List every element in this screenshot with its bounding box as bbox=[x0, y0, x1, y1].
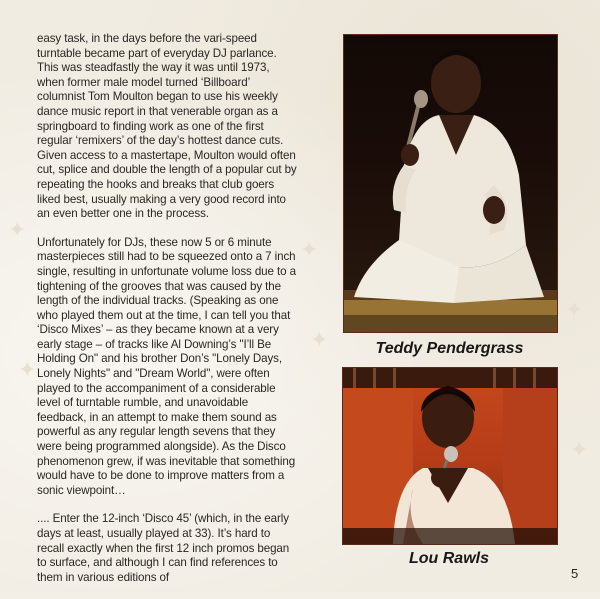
lou-rawls-photo bbox=[342, 367, 558, 545]
singer-figure-illustration bbox=[343, 368, 557, 544]
paragraph-1: easy task, in the days before the vari-speed turntable became part of everyday DJ parlance. This was steadfastly the way it was until 1973, when former male model turned ‘Billboard’ columnist Tom Moulton began to use his weekly dance music report in that venerable organ as a springboard to finding work as one of the first regular ‘remixers’ of the day’s hottest dance cuts. Given access to a mastertape, Moulton would often cut, splice and double the length of a popular cut by repeating the hooks and breaks that club goers liked best, usually making a very good record into an even better one in the process. bbox=[37, 32, 297, 221]
paragraph-3: .... Enter the 12-inch ‘Disco 45’ (which, in the early days at least, usually played at 33). It’s hard to recall exactly when the first 12 inch promos began to surface, and although I can find references to them in various editions of bbox=[37, 512, 290, 584]
star-ornament: ✦ bbox=[8, 218, 27, 243]
article-body bbox=[37, 32, 299, 599]
star-ornament: ✦ bbox=[570, 438, 589, 463]
star-ornament: ✦ bbox=[310, 328, 329, 353]
teddy-pendergrass-photo bbox=[343, 34, 558, 333]
singer-figure-illustration bbox=[344, 35, 557, 332]
teddy-pendergrass-caption: Teddy Pendergrass bbox=[375, 340, 524, 357]
page-number: 5 bbox=[571, 566, 579, 581]
star-ornament: ✦ bbox=[565, 298, 584, 323]
lou-rawls-caption: Lou Rawls bbox=[408, 550, 489, 567]
paragraph-2: Unfortunately for DJs, these now 5 or 6 minute masterpieces still had to be squeezed onto a 7 inch single, resulting in unfortunate volume loss due to a tightening of the grooves that was caused by the length of the individual tracks. (Speaking as one who played them out at the time, I can tell you that ‘Disco Mixes’ – as they became known at a very early stage – of tracks like Al Downing’s "I’ll Be Holding On" and his brother Don’s "Lonely Days, Lonely Nights" and "Dream World", were often played to the accompaniment of a considerable level of turntable rumble, and unavoidable feedback, in an attempt to make them sound as powerful as any regular length sevens that they were being programmed alongside). As the Disco phenomenon grew, if was inevitable that something would have to be done to improve matters from a sonic viewpoint… bbox=[37, 235, 296, 497]
star-ornament: ✦ bbox=[18, 358, 37, 383]
star-ornament: ✦ bbox=[300, 238, 319, 263]
